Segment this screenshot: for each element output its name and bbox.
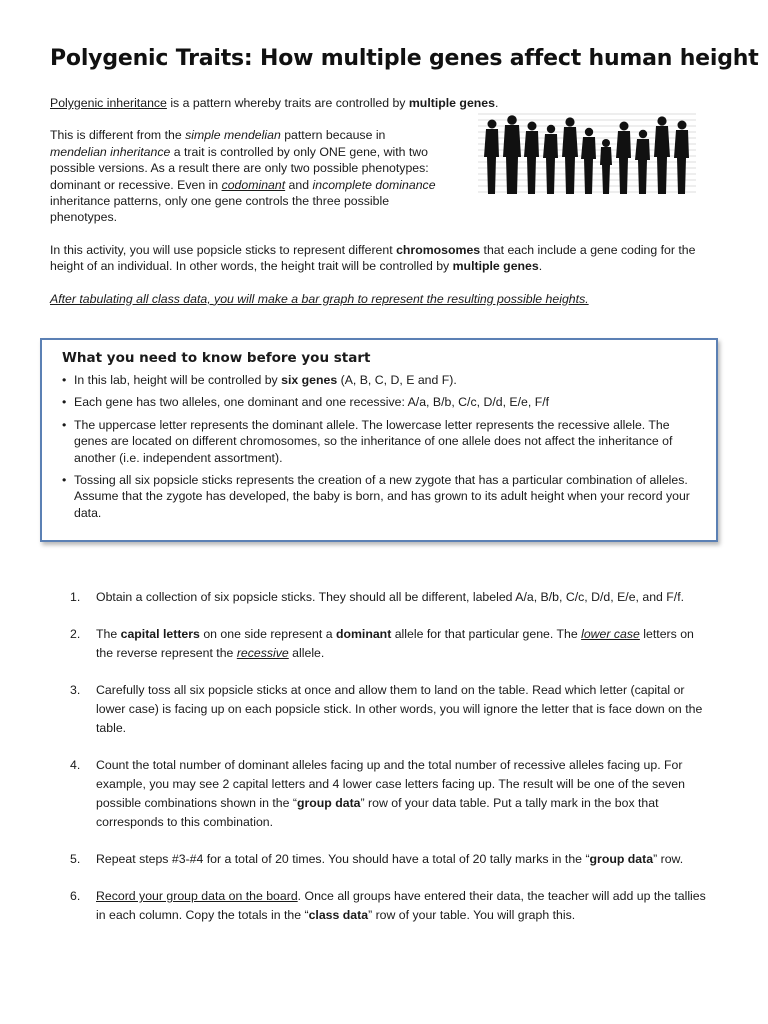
info-item-dominance: • The uppercase letter represents the dominant allele. The lowercase letter represents the recessive allele. The genes are located on different chromosomes, so the inheritance of one allele does not affect the inheritance of another (i.e. independent assortment). — [62, 417, 696, 466]
intro-paragraph-1: Polygenic inheritance is a pattern whereby traits are controlled by multiple genes. — [50, 96, 499, 110]
step-1: 1. Obtain a collection of six popsicle sticks. They should all be different, labeled A/a, B/b, C/c, D/d, E/e, and F/f. — [70, 588, 710, 607]
term-polygenic-inheritance: Polygenic inheritance — [50, 96, 167, 110]
step-number: 4. — [70, 758, 81, 772]
intro-paragraph-2: This is different from the simple mendelian pattern because in mendelian inheritance a trait is controlled by only ONE gene, with two possible versions. As a result there are only two possible phenotypes: dominant or recessive. Even in codominant and incomplete dominance inheritance patterns, only one gene controls the three possible phenotypes. — [50, 128, 436, 225]
step-number: 5. — [70, 852, 81, 866]
info-box — [40, 338, 718, 542]
step-number: 6. — [70, 889, 81, 903]
info-item-alleles: • Each gene has two alleles, one dominant and one recessive: A/a, B/b, C/c, D/d, E/e, F/f — [62, 394, 696, 410]
info-box-title: What you need to know before you start — [62, 350, 371, 366]
page-title: Polygenic Traits: How multiple genes affect human height — [50, 46, 759, 71]
info-item-six-genes: • In this lab, height will be controlled by six genes (A, B, C, D, E and F). — [62, 372, 696, 388]
info-item-zygote: • Tossing all six popsicle sticks represents the creation of a new zygote that has a particular combination of alleles. Assume that the zygote has developed, the baby is born, and has grown to its adult height when your record your data. — [62, 472, 696, 521]
height-chart-silhouettes-icon — [478, 110, 696, 198]
term-multiple-genes: multiple genes — [408, 96, 495, 110]
step-number: 1. — [70, 590, 81, 604]
step-6: 6. Record your group data on the board. Once all groups have entered their data, the teacher will add up the tallies in each column. Copy the totals in the “class data” row of your table. You will graph this. — [70, 889, 706, 922]
step-5: 5. Repeat steps #3-#4 for a total of 20 times. You should have a total of 20 tally marks in the “group data” row. — [70, 850, 710, 869]
step-number: 3. — [70, 683, 81, 697]
step-3: 3. Carefully toss all six popsicle sticks at once and allow them to land on the table. Read which letter (capital or lower case) is facing up on each popsicle stick. In other words, you will ignore the letter that is face down on the table. — [70, 683, 703, 735]
intro-paragraph-3: In this activity, you will use popsicle sticks to represent different chromosomes that each include a gene coding for the height of an individual. In other words, the height trait will be controlled by multiple genes. — [50, 242, 696, 274]
procedure-steps — [70, 588, 710, 943]
step-2: 2. The capital letters on one side represent a dominant allele for that particular gene. The lower case letters on the reverse represent the recessive allele. — [70, 627, 694, 660]
info-list — [62, 372, 696, 521]
intro-paragraph-4: After tabulating all class data, you will make a bar graph to represent the resulting possible heights. — [50, 291, 589, 306]
step-4: 4. Count the total number of dominant alleles facing up and the total number of recessive alleles facing up. For example, you may see 2 capital letters and 4 lower case letters facing up. The result will be one of the seven possible combinations shown in the “group data” row of your data table. Put a tally mark in the box that corresponds to this combination. — [70, 758, 685, 829]
step-number: 2. — [70, 627, 81, 641]
